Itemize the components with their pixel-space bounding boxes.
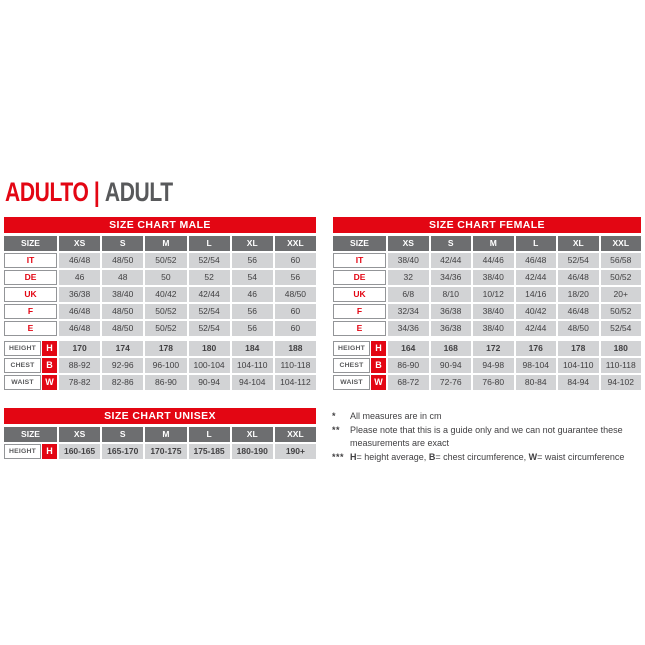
measure-cell: 96-100 [145,358,186,373]
size-cell: 50/52 [601,270,642,285]
size-cell: 38/40 [102,287,143,302]
male-title-bar: SIZE CHART MALE [4,217,316,233]
measure-label-height: HEIGHT [4,341,41,356]
size-cell: 52/54 [189,321,230,336]
size-cell: 50/52 [145,321,186,336]
measure-letter-h: H [371,341,386,356]
size-cell: 36/38 [59,287,100,302]
size-cell: 38/40 [388,253,429,268]
row-label-e: E [333,321,386,336]
size-cell: 8/10 [431,287,472,302]
size-chart-female [333,217,641,390]
female-title-bar: SIZE CHART FEMALE [333,217,641,233]
size-cell: 14/16 [516,287,557,302]
column-header-xs: XS [388,236,429,251]
measure-key-waist [333,375,386,390]
measure-cell: 104-110 [232,358,273,373]
male-header-grid [4,236,316,336]
footnote-marker: * [332,411,337,421]
size-cell: 20+ [601,287,642,302]
column-header-xs: XS [59,427,100,442]
measure-cell: 78-82 [59,375,100,390]
size-cell: 44/46 [473,253,514,268]
measure-letter-h: H [42,341,57,356]
row-label-de: DE [4,270,57,285]
measure-cell: 86-90 [388,358,429,373]
measure-cell: 98-104 [516,358,557,373]
measure-cell: 175-185 [189,444,230,459]
size-cell: 46/48 [516,253,557,268]
size-cell: 48/50 [102,253,143,268]
column-header-xl: XL [232,427,273,442]
measure-cell: 84-94 [558,375,599,390]
footnote [332,410,644,423]
column-header-xxl: XXL [275,427,316,442]
row-label-it: IT [333,253,386,268]
measure-letter-b: B [42,358,57,373]
size-cell: 52 [189,270,230,285]
measure-cell: 110-118 [275,358,316,373]
measure-cell: 86-90 [145,375,186,390]
size-cell: 48/50 [558,321,599,336]
size-cell: 40/42 [516,304,557,319]
unisex-header-grid [4,427,316,442]
footnote-segment: W [528,452,538,462]
size-cell: 60 [275,304,316,319]
measure-cell: 72-76 [431,375,472,390]
female-header-grid [333,236,641,336]
measure-cell: 178 [145,341,186,356]
measure-cell: 184 [232,341,273,356]
measure-cell: 165-170 [102,444,143,459]
female-measures-grid [333,341,641,390]
column-header-m: M [473,236,514,251]
size-cell: 36/38 [431,321,472,336]
row-label-uk: UK [4,287,57,302]
column-header-s: S [102,236,143,251]
footnote-text [350,410,644,423]
measure-cell: 88-92 [59,358,100,373]
size-cell: 56 [232,304,273,319]
footnote-segment: B [428,452,436,462]
measure-cell: 168 [431,341,472,356]
column-header-xxl: XXL [275,236,316,251]
measure-cell: 170 [59,341,100,356]
size-cell: 36/38 [431,304,472,319]
row-label-de: DE [333,270,386,285]
row-label-it: IT [4,253,57,268]
measure-key-chest [333,358,386,373]
measure-key-height [4,444,57,459]
measure-key-waist [4,375,57,390]
size-cell: 56 [275,270,316,285]
measure-letter-w: W [371,375,386,390]
footnote-segment: All measures are in cm [350,411,442,421]
column-header-l: L [189,427,230,442]
size-cell: 38/40 [473,304,514,319]
measure-cell: 94-102 [601,375,642,390]
measure-label-height: HEIGHT [333,341,370,356]
page-title [5,179,173,206]
size-column-header: SIZE [333,236,386,251]
column-header-s: S [431,236,472,251]
column-header-m: M [145,236,186,251]
size-cell: 56 [232,253,273,268]
row-label-f: F [4,304,57,319]
measure-cell: 104-110 [558,358,599,373]
unisex-measures-grid [4,444,316,459]
size-cell: 42/44 [189,287,230,302]
measure-cell: 82-86 [102,375,143,390]
size-cell: 56/58 [601,253,642,268]
size-cell: 52/54 [189,304,230,319]
size-cell: 38/40 [473,270,514,285]
footnote-segment: = chest circumference, [435,452,529,462]
measure-cell: 94-98 [473,358,514,373]
measure-key-height [333,341,386,356]
footnote-segment: = height average, [356,452,429,462]
measure-label-height: HEIGHT [4,444,41,459]
measure-letter-w: W [42,375,57,390]
size-cell: 18/20 [558,287,599,302]
size-cell: 52/54 [601,321,642,336]
size-cell: 46/48 [59,321,100,336]
size-cell: 34/36 [431,270,472,285]
column-header-xl: XL [232,236,273,251]
size-cell: 46/48 [59,304,100,319]
size-cell: 56 [232,321,273,336]
measure-label-waist: WAIST [4,375,41,390]
footnote-text [350,451,644,464]
footnotes [332,410,644,465]
size-cell: 48/50 [102,304,143,319]
measure-cell: 180 [189,341,230,356]
size-cell: 50/52 [145,253,186,268]
size-cell: 54 [232,270,273,285]
measure-cell: 90-94 [189,375,230,390]
measure-label-chest: CHEST [333,358,370,373]
measure-letter-b: B [371,358,386,373]
column-header-m: M [145,427,186,442]
measure-cell: 160-165 [59,444,100,459]
measure-cell: 188 [275,341,316,356]
size-cell: 10/12 [473,287,514,302]
measure-cell: 164 [388,341,429,356]
measure-cell: 92-96 [102,358,143,373]
size-cell: 42/44 [431,253,472,268]
size-cell: 38/40 [473,321,514,336]
size-cell: 50 [145,270,186,285]
column-header-s: S [102,427,143,442]
measure-cell: 174 [102,341,143,356]
page-title-primary: ADULTO [5,177,89,207]
male-measures-grid [4,341,316,390]
measure-cell: 190+ [275,444,316,459]
size-cell: 50/52 [601,304,642,319]
measure-cell: 176 [516,341,557,356]
row-label-uk: UK [333,287,386,302]
size-cell: 48 [102,270,143,285]
footnote-marker: *** [332,452,345,462]
measure-cell: 180 [601,341,642,356]
size-cell: 34/36 [388,321,429,336]
measure-cell: 172 [473,341,514,356]
unisex-title-bar: SIZE CHART UNISEX [4,408,316,424]
size-column-header: SIZE [4,427,57,442]
size-cell: 6/8 [388,287,429,302]
size-cell: 50/52 [145,304,186,319]
size-cell: 48/50 [275,287,316,302]
size-cell: 46/48 [59,253,100,268]
size-cell: 60 [275,321,316,336]
footnote-segment: = waist circumference [537,452,625,462]
column-header-xl: XL [558,236,599,251]
footnote-segment: Please note that this is a guide only and we can not guarantee these measurements are exact [350,425,623,448]
size-cell: 46/48 [558,304,599,319]
column-header-xxl: XXL [601,236,642,251]
measure-cell: 90-94 [431,358,472,373]
measure-label-chest: CHEST [4,358,41,373]
measure-key-chest [4,358,57,373]
column-header-xs: XS [59,236,100,251]
size-chart-unisex [4,408,316,459]
measure-cell: 180-190 [232,444,273,459]
size-cell: 52/54 [189,253,230,268]
footnote [332,451,644,464]
measure-cell: 68-72 [388,375,429,390]
size-cell: 32/34 [388,304,429,319]
size-column-header: SIZE [4,236,57,251]
measure-label-waist: WAIST [333,375,370,390]
size-cell: 46/48 [558,270,599,285]
size-cell: 46 [59,270,100,285]
column-header-l: L [516,236,557,251]
column-header-l: L [189,236,230,251]
page-title-secondary: ADULT [104,177,173,207]
measure-cell: 170-175 [145,444,186,459]
measure-cell: 110-118 [601,358,642,373]
measure-cell: 76-80 [473,375,514,390]
footnote-text [350,424,644,450]
footnote-marker: ** [332,425,341,435]
size-cell: 52/54 [558,253,599,268]
measure-cell: 94-104 [232,375,273,390]
row-label-e: E [4,321,57,336]
measure-cell: 178 [558,341,599,356]
measure-cell: 80-84 [516,375,557,390]
size-cell: 48/50 [102,321,143,336]
size-cell: 32 [388,270,429,285]
size-chart-male [4,217,316,390]
page-title-separator: | [93,177,100,207]
size-cell: 42/44 [516,270,557,285]
row-label-f: F [333,304,386,319]
footnote-segment: H [350,452,357,462]
measure-cell: 100-104 [189,358,230,373]
measure-cell: 104-112 [275,375,316,390]
size-cell: 42/44 [516,321,557,336]
size-cell: 46 [232,287,273,302]
size-cell: 40/42 [145,287,186,302]
measure-letter-h: H [42,444,57,459]
footnote [332,424,644,450]
measure-key-height [4,341,57,356]
size-cell: 60 [275,253,316,268]
